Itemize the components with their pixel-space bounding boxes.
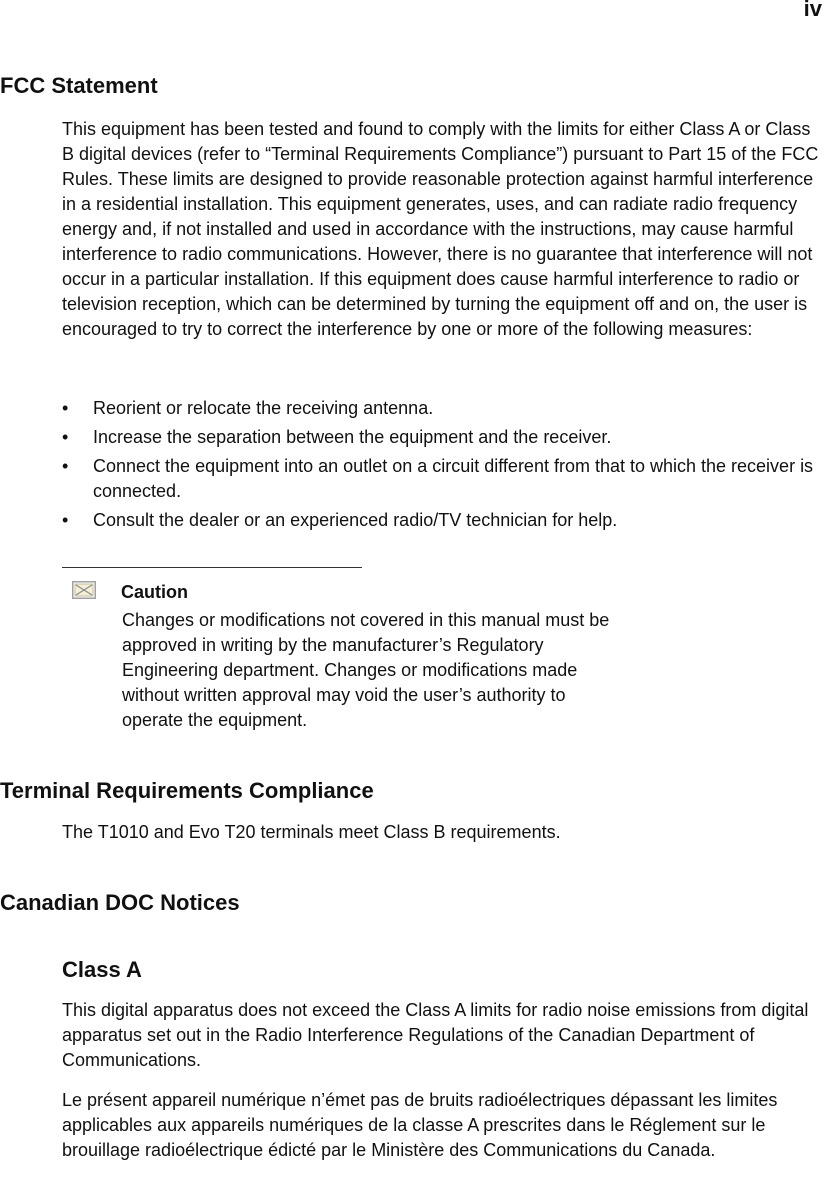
class-a-paragraph-en: This digital apparatus does not exceed the Class A limits for radio noise emissions from digital apparatus set out in the Radio Interference Regulations of the Canadian Department of Communications. xyxy=(62,1000,809,1070)
page-number: iv xyxy=(803,0,822,21)
fcc-statement-paragraph: This equipment has been tested and found to comply with the limits for either Class A or Class B digital devices (refer to “Terminal Requirements Compliance”) pursuant to Part 15 of the FCC Rules. These limits are designed to provide reasonable protection against harmful interference in a residential installation. This equipment generates, uses, and can radiate radio frequency energy and, if not installed and used in accordance with the instructions, may cause harmful interference to radio communications. However, there is no guarantee that interference will not occur in a particular installation. If this equipment does cause harmful interference to radio or television reception, which can be determined by turning the equipment off and on, the user is encouraged to try to correct the interference by one or more of the following measures: xyxy=(62,119,819,339)
fcc-measures-list xyxy=(62,396,822,537)
bullet-icon: • xyxy=(62,510,69,530)
bullet-icon: • xyxy=(62,398,69,418)
bullet-icon: • xyxy=(62,456,69,476)
caution-text: Changes or modifications not covered in this manual must be approved in writing by the manufacturer’s Regulatory Engineering department. Changes or modifications made without written approval may void the user’s authority to operate the equipment. xyxy=(122,610,610,730)
caution-divider xyxy=(62,567,362,568)
bullet-icon: • xyxy=(62,427,69,447)
fcc-statement-heading: FCC Statement xyxy=(0,73,158,98)
list-item: • Connect the equipment into an outlet on a circuit different from that to which the receiver is connected. xyxy=(62,456,814,501)
list-item: • Reorient or relocate the receiving antenna. xyxy=(62,396,822,421)
canadian-doc-heading: Canadian DOC Notices xyxy=(0,890,240,915)
caution-title: Caution xyxy=(121,582,188,602)
caution-checkbox-icon xyxy=(72,581,96,599)
class-a-paragraph-fr: Le présent appareil numérique n’émet pas de bruits radioélectriques dépassant les limites applicables aux appareils numériques de la classe A prescrites dans le Réglement sur le brouillage radioélectrique édicté par le Ministère des Communications du Canada. xyxy=(62,1090,778,1160)
list-item: • Increase the separation between the equipment and the receiver. xyxy=(62,425,822,450)
class-a-heading: Class A xyxy=(62,957,142,982)
list-item: • Consult the dealer or an experienced radio/TV technician for help. xyxy=(62,508,822,533)
terminal-requirements-heading: Terminal Requirements Compliance xyxy=(0,778,374,803)
terminal-requirements-text: The T1010 and Evo T20 terminals meet Class B requirements. xyxy=(62,822,561,842)
